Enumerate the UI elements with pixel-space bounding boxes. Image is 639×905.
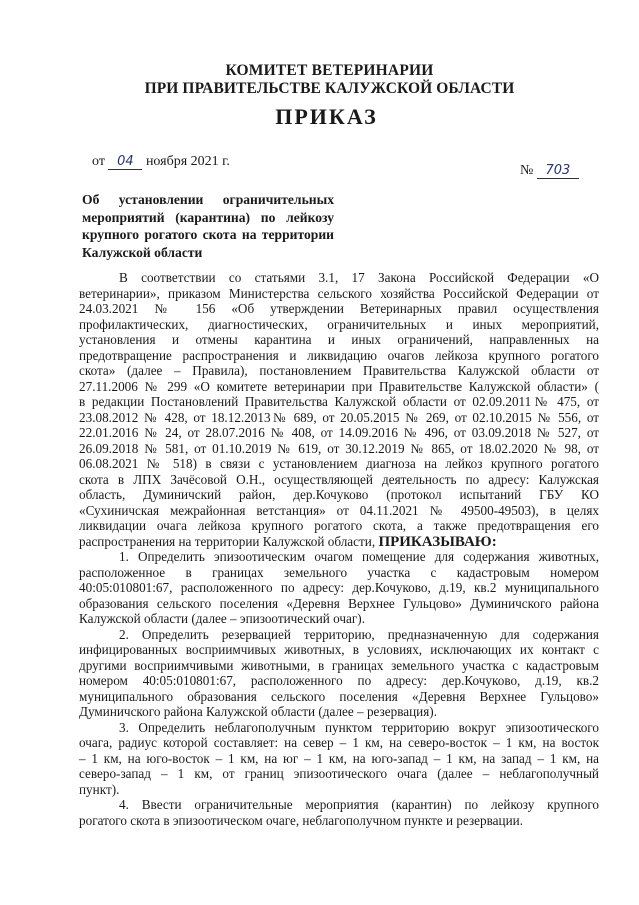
- item-line: 40:05:010801:67, расположенного по адресу: дер.Кочуково, д.19, кв.2 муниципального: [79, 580, 599, 595]
- item-line: пункт).: [79, 781, 120, 797]
- number-prefix: №: [520, 163, 534, 178]
- body-line: область, Думиничский район, дер.Кочуково (протокол испытаний ГБУ КО: [79, 487, 599, 502]
- item-line: рогатого скота в эпизоотическом очаге, неблагополучном пункте и резервации.: [79, 812, 523, 828]
- document-number: [520, 163, 579, 179]
- order-line: [79, 534, 599, 550]
- item-line: муниципального образования сельского поселения «Деревня Верхнее Гульцово»: [79, 688, 599, 704]
- item-line: 1. Определить эпизоотическим очагом помещение для содержания животных,: [119, 549, 599, 564]
- subject-line: мероприятий (карантина) по лейкозу: [82, 209, 334, 225]
- order-line-text: распространения на территории Калужской области,: [79, 533, 376, 549]
- body-line: ликвидации очага лейкоза крупного рогатого скота, а также предотвращения его: [79, 518, 599, 533]
- item-line: образования сельского поселения «Деревня Верхнее Гульцово» Думиничского района: [79, 595, 599, 611]
- item-line: 2. Определить резервацией территорию, предназначенную для содержания: [119, 626, 599, 642]
- item-line: 3. Определить неблагополучным пунктом территорию вокруг эпизоотического: [119, 719, 599, 735]
- body-line: 23.08.2012 № 428, от 18.12.2013№ 689, от 20.05.2015 № 269, от 02.10.2015 № 556, от: [79, 409, 599, 425]
- subject-line: Об установлении ограничительных: [82, 192, 334, 207]
- number-handwritten: 703: [537, 164, 579, 179]
- document-date: [92, 154, 230, 170]
- body-line: профилактических, диагностических, ограничительных и иных мероприятий,: [79, 316, 599, 332]
- body-line: 24.03.2021 № 156 «Об утверждении Ветеринарных правил осуществления: [79, 301, 599, 316]
- date-day-handwritten: 04: [108, 155, 142, 170]
- item-line: 4. Ввести ограничительные мероприятия (карантин) по лейкозу крупного: [119, 797, 599, 812]
- body-line: 22.01.2016 № 24, от 28.07.2016 № 408, от 14.09.2016 № 496, от 03.09.2018 № 527, от: [79, 425, 599, 440]
- date-rest: ноября 2021 г.: [145, 154, 230, 169]
- body-line: «Сухиничская межрайонная ветстанция» от 04.11.2021 № 49500-49503), в целях: [79, 502, 599, 518]
- document-type: ПРИКАЗ: [275, 104, 378, 129]
- item-line: северо-запад – 1 км, от границ эпизоотического очага (далее – неблагополучный: [79, 766, 599, 781]
- item-line: Калужской области (далее – эпизоотический очаг).: [79, 611, 365, 626]
- item-line: номером 40:05:010801:67, расположенного по адресу: дер.Кочуково, д.19, кв.2: [79, 673, 599, 688]
- body-line: 26.09.2018 № 581, от 01.10.2019 № 619, от 30.12.2019 № 865, от 18.02.2020 № 98, от: [79, 440, 599, 456]
- item-line: инфицированных восприимчивых животных, в условиях, исключающих их контакт с: [79, 642, 599, 657]
- body-line: 06.08.2021 № 518) в связи с установлением диагноза на лейкоз крупного рогатого: [79, 456, 599, 471]
- item-line: очага, радиус которой составляет: на север – 1 км, на северо-восток – 1 км, на восток: [79, 735, 599, 750]
- date-prefix: от: [92, 154, 105, 169]
- body-line: предотвращение распространения и ликвидацию очагов лейкоза крупного рогатого: [79, 347, 599, 363]
- order-keyword: ПРИКАЗЫВАЮ:: [378, 533, 497, 550]
- body-line: ветеринарии», приказом Министерства сельского хозяйства Российской Федерации от: [79, 285, 599, 301]
- body-line: В соответствии со статьями 3.1, 17 Закона Российской Федерации «О: [119, 270, 599, 285]
- issuer-subtitle: ПРИ ПРАВИТЕЛЬСТВЕ КАЛУЖСКОЙ ОБЛАСТИ: [144, 80, 515, 97]
- item-line: Думиничского района Калужской области (далее – резервация).: [79, 704, 437, 719]
- body-line: в редакции Постановлений Правительства Калужской области от 02.09.2011№ 475, от: [79, 394, 599, 409]
- body-line: скота» (далее – Правила), постановлением Правительства Калужской области от: [79, 363, 599, 378]
- item-line: – 1 км, на юго-восток – 1 км, на юг – 1 км, на юго-запад – 1 км, на запад – 1 км, на: [79, 750, 599, 766]
- body-line: установления и отмены карантина и иных ограничений, направленных на: [79, 332, 599, 347]
- document-body: [79, 270, 599, 828]
- item-line: расположенное в границах земельного участка с кадастровым номером: [79, 564, 599, 580]
- document-subject: [82, 191, 334, 261]
- subject-line: крупного рогатого скота на территории: [82, 227, 334, 242]
- body-line: скота в ЛПХ Зачёсовой О.Н., осуществляющей деятельность по адресу: Калужская: [79, 471, 599, 487]
- issuer-name: КОМИТЕТ ВЕТЕРИНАРИИ: [225, 62, 434, 79]
- subject-line: Калужской области: [82, 244, 203, 260]
- body-line: 27.11.2006 № 299 «О комитете ветеринарии при Правительстве Калужской области» (: [79, 378, 599, 394]
- item-line: другими восприимчивыми животными, в границах земельного участка с кадастровым: [79, 657, 599, 673]
